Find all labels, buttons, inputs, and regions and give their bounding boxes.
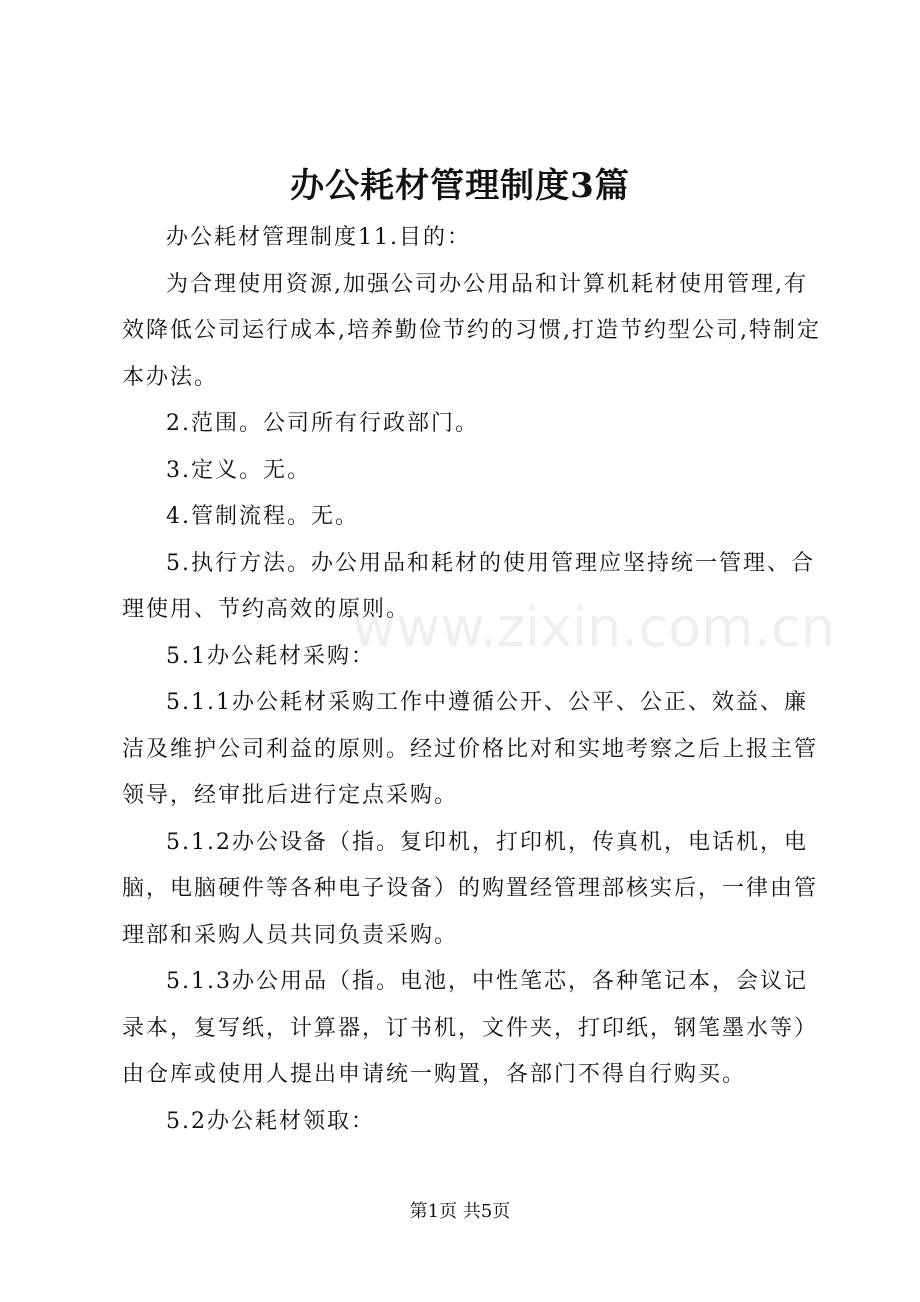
paragraph-definition: 3.定义。无。 — [166, 457, 311, 483]
page-footer: 第1页 共5页 — [409, 1201, 511, 1222]
paragraph-heading: 办公耗材管理制度11.目的： — [166, 225, 471, 250]
paragraph-collection-heading: 5.2办公耗材领取： — [166, 1108, 375, 1134]
paragraph-purpose: 为合理使用资源,加强公司办公用品和计算机耗材使用管理,有效降低公司运行成本,培养勤俭节约的习惯,打造节约型公司,特制定本办法。 — [122, 271, 821, 390]
paragraph-scope: 2.范围。公司所有行政部门。 — [166, 411, 479, 436]
watermark-text: www.zixin.com.cn — [352, 596, 835, 659]
document-title: 办公耗材管理制度3篇 — [290, 166, 630, 206]
paragraph-procurement-5-1-2: 5.1.2办公设备（指。复印机，打印机，传真机，电话机，电脑，电脑硬件等各种电子设备）的购置经管理部核实后，一律由管理部和采购人员共同负责采购。 — [122, 829, 819, 948]
paragraph-procurement-heading: 5.1办公耗材采购： — [166, 643, 375, 669]
document-body — [122, 215, 835, 1145]
paragraph-execution-method: 5.执行方法。办公用品和耗材的使用管理应坚持统一管理、合理使用、节约高效的原则。 — [122, 550, 815, 622]
paragraph-control-process: 4.管制流程。无。 — [166, 504, 359, 529]
paragraph-procurement-5-1-1: 5.1.1办公耗材采购工作中遵循公开、公平、公正、效益、廉洁及维护公司利益的原则。经过价格比对和实地考察之后上报主管领导，经审批后进行定点采购。 — [122, 690, 819, 808]
paragraph-procurement-5-1-3: 5.1.3办公用品（指。电池，中性笔芯，各种笔记本，会议记录本，复写纸，计算器，订书机，文件夹，打印纸，钢笔墨水等）由仓库或使用人提出申请统一购置，各部门不得自行购买。 — [122, 969, 819, 1087]
